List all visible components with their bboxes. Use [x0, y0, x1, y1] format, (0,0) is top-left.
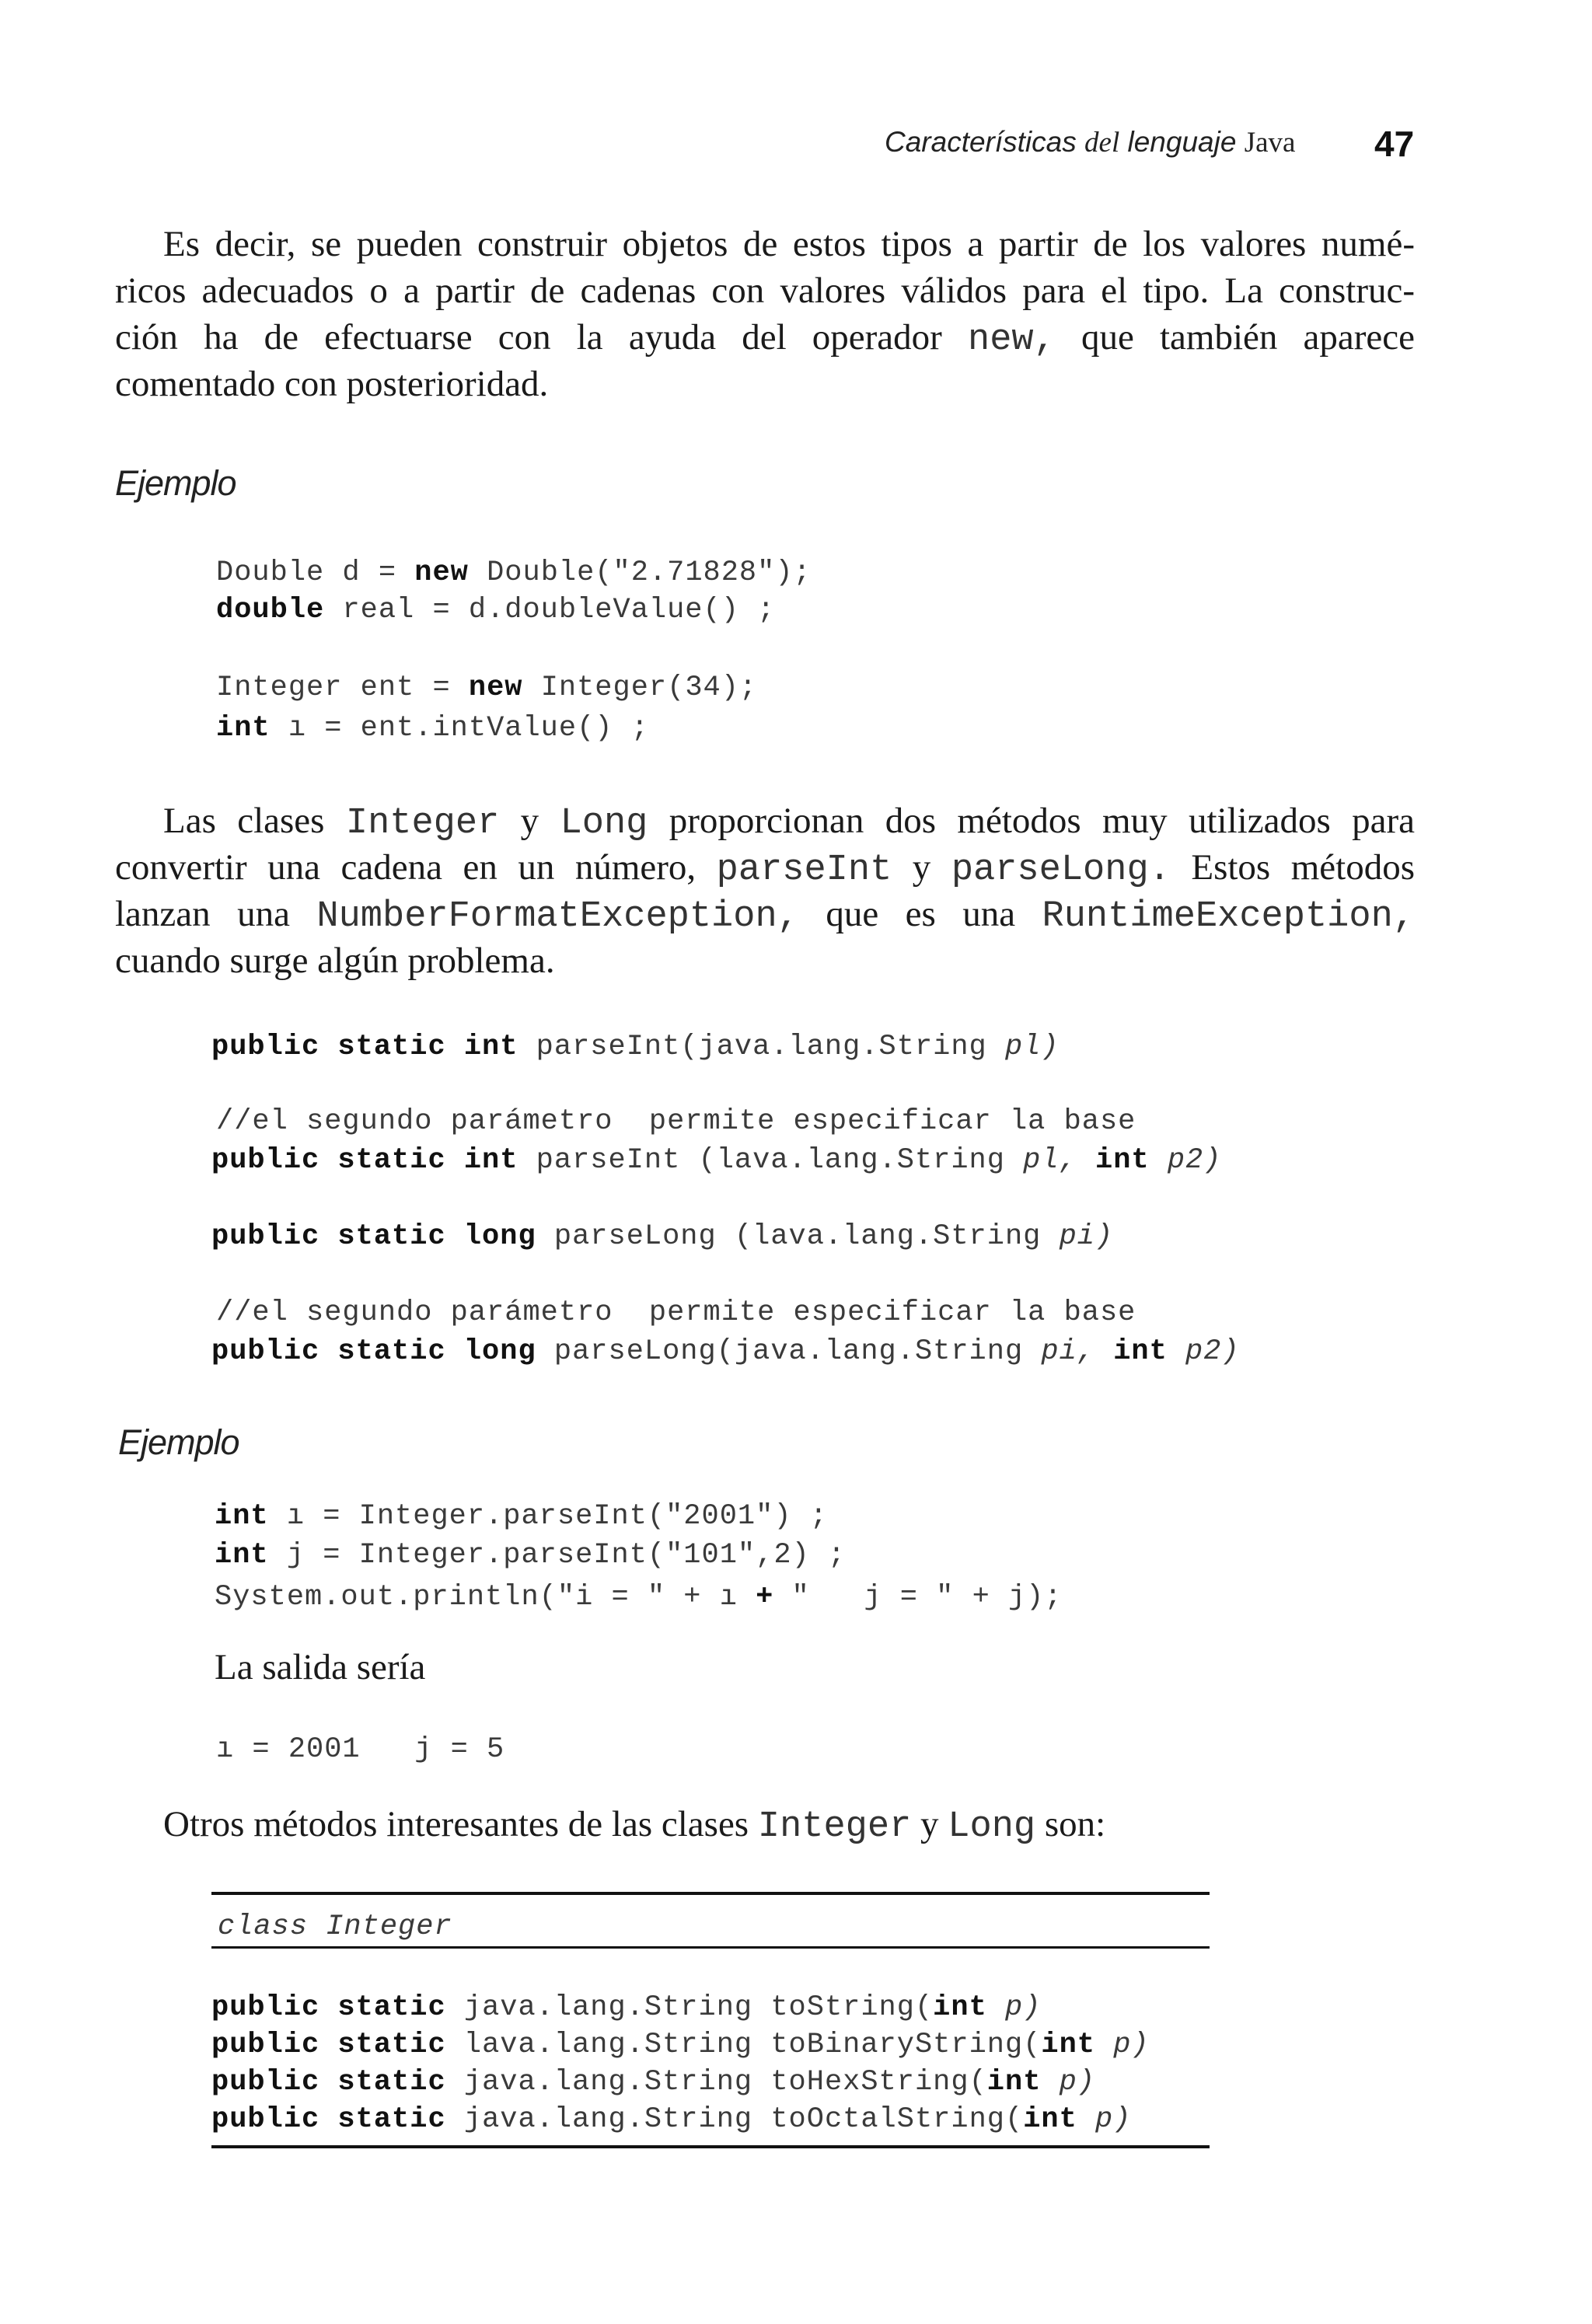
code-param: p) [1095, 2029, 1150, 2061]
header-text-4: Java [1244, 127, 1296, 159]
code-text: ı = ent.intValue() ; [270, 712, 649, 745]
code-text: parseLong (lava.lang.String [536, 1220, 1060, 1253]
para2-text: Las clases [163, 801, 346, 841]
para2-text: que es una [798, 894, 1042, 934]
code-keyword: int [215, 1539, 269, 1572]
code-text: parseLong(java.lang.String [536, 1335, 1042, 1368]
output-value: ı = 2001 j = 5 [216, 1733, 505, 1766]
header-text-2: del [1084, 127, 1120, 159]
code-text: ı = Integer.parseInt("2001") ; [268, 1500, 828, 1533]
example1-line-3 [216, 672, 757, 704]
code-keyword: int [1077, 1144, 1150, 1177]
example1-line-2 [216, 594, 775, 626]
code-text: parseInt(java.lang.String [518, 1031, 1005, 1063]
para2-text: y [499, 801, 560, 841]
table-row [211, 1991, 1041, 2024]
code-param: p) [986, 1991, 1042, 2024]
comment-2: //el segundo parámetro permite especificar la base [216, 1296, 1136, 1329]
para2-line-1 [163, 797, 1415, 847]
table-row [211, 2029, 1150, 2061]
code-method: toOctalString( [770, 2103, 1024, 2136]
para2-code-runtime: RuntimeException, [1042, 896, 1415, 937]
code-param: p2) [1167, 1335, 1240, 1368]
table-caption-rule [211, 1946, 1210, 1949]
running-header [885, 126, 1295, 159]
para2-text: y [892, 847, 951, 888]
para3-text: Otros métodos interesantes de las clases [163, 1804, 758, 1844]
code-keyword: double [216, 594, 325, 626]
code-type: java.lang.String [445, 2103, 771, 2136]
example2-line-1 [215, 1500, 828, 1533]
code-method: toString( [770, 1991, 934, 2024]
code-method: toBinaryString( [770, 2029, 1042, 2061]
code-text: Integer ent = [216, 672, 469, 704]
code-keyword: int [216, 712, 271, 745]
para1-line-3-text-a: ción ha de efectuarse con la ayuda del operador [115, 317, 968, 358]
code-keyword: int [986, 2066, 1042, 2099]
code-keyword: new [414, 557, 469, 589]
code-type: lava.lang.String [445, 2029, 771, 2061]
para2-text: lanzan una [115, 894, 317, 934]
para3-line [163, 1803, 1105, 1848]
code-text: System.out.println("i = " + ı [215, 1581, 756, 1614]
example-heading-1: Ejemplo [115, 463, 236, 503]
para1-code-new: new, [967, 319, 1056, 361]
code-param: pi) [1059, 1220, 1114, 1253]
code-keyword: public static long [211, 1220, 536, 1253]
code-operator: + [756, 1581, 774, 1614]
header-text-1: Características [885, 126, 1085, 158]
code-keyword: int [933, 1991, 987, 2024]
method-parseint-2 [211, 1144, 1221, 1177]
para1-line-4: comentado con posterioridad. [115, 364, 549, 404]
method-parselong-2 [211, 1335, 1240, 1368]
para3-text: son: [1035, 1804, 1106, 1844]
table-row [211, 2103, 1131, 2136]
output-label: La salida sería [215, 1647, 426, 1687]
code-type: java.lang.String [445, 1991, 771, 2024]
method-parseint-1 [211, 1031, 1060, 1063]
code-text: real = d.doubleValue() ; [324, 594, 776, 626]
para1-line-3-text-b: que también aparece [1055, 317, 1416, 358]
code-keyword: public static [211, 2029, 446, 2061]
code-text: j = Integer.parseInt("101",2) ; [268, 1539, 847, 1572]
table-caption: class Integer [218, 1910, 452, 1943]
code-keyword: public static [211, 1991, 446, 2024]
table-top-rule [211, 1892, 1210, 1895]
code-keyword: int [215, 1500, 269, 1533]
para2-code-parseint: parseInt [716, 850, 892, 891]
example1-line-1 [216, 557, 812, 589]
comment-1: //el segundo parámetro permite especificar la base [216, 1105, 1136, 1138]
code-keyword: public static long [211, 1335, 536, 1368]
para2-code-parselong: parseLong. [951, 850, 1171, 891]
header-text-3: lenguaje [1119, 126, 1245, 158]
page-number: 47 [1374, 124, 1415, 164]
code-keyword: public static int [211, 1031, 518, 1063]
code-param: pl) [1004, 1031, 1060, 1063]
para1-line-1: Es decir, se pueden construir objetos de estos tipos a partir de los valores numé- [163, 224, 1415, 264]
para2-code-nfe: NumberFormatException, [316, 896, 799, 937]
code-text: Double("2.71828"); [468, 557, 812, 589]
code-type: java.lang.String [445, 2066, 771, 2099]
example2-line-2 [215, 1539, 846, 1572]
code-keyword: public static int [211, 1144, 518, 1177]
code-keyword: new [468, 672, 523, 704]
code-param: pl, [1023, 1144, 1077, 1177]
method-parselong-1 [211, 1220, 1113, 1253]
para2-line-4: cuando surge algún problema. [115, 940, 555, 981]
table-row [211, 2066, 1095, 2099]
para3-code-integer: Integer [757, 1806, 912, 1848]
code-text: Double d = [216, 557, 415, 589]
code-param: p) [1041, 2066, 1096, 2099]
para2-code-long: Long [560, 803, 648, 844]
code-keyword: int [1041, 2029, 1096, 2061]
code-text: " j = " + j); [773, 1581, 1063, 1614]
example2-line-3 [215, 1581, 1063, 1614]
para2-text: proporcionan dos métodos muy utilizados para [648, 801, 1415, 841]
para1-line-2: ricos adecuados o a partir de cadenas con valores válidos para el tipo. La construc- [115, 270, 1415, 311]
para3-code-long: Long [948, 1806, 1036, 1848]
para2-code-integer: Integer [345, 803, 500, 844]
table-bottom-rule [211, 2145, 1210, 2148]
code-param: pi, [1041, 1335, 1095, 1368]
code-keyword: public static [211, 2066, 446, 2099]
code-method: toHexString( [770, 2066, 987, 2099]
code-text: parseInt (lava.lang.String [518, 1144, 1024, 1177]
code-param: p2) [1149, 1144, 1222, 1177]
para3-text: y [911, 1804, 948, 1844]
example1-line-4 [216, 712, 649, 745]
code-keyword: int [1023, 2103, 1077, 2136]
para2-line-3 [115, 891, 1415, 940]
code-keyword: int [1095, 1335, 1168, 1368]
para1-line-3 [115, 314, 1415, 364]
code-param: p) [1077, 2103, 1132, 2136]
code-keyword: public static [211, 2103, 446, 2136]
code-text: Integer(34); [522, 672, 758, 704]
para2-text: convertir una cadena en un número, [115, 847, 717, 888]
example-heading-2: Ejemplo [118, 1422, 239, 1462]
para2-text: Estos métodos [1170, 847, 1415, 888]
para2-line-2 [115, 844, 1415, 894]
